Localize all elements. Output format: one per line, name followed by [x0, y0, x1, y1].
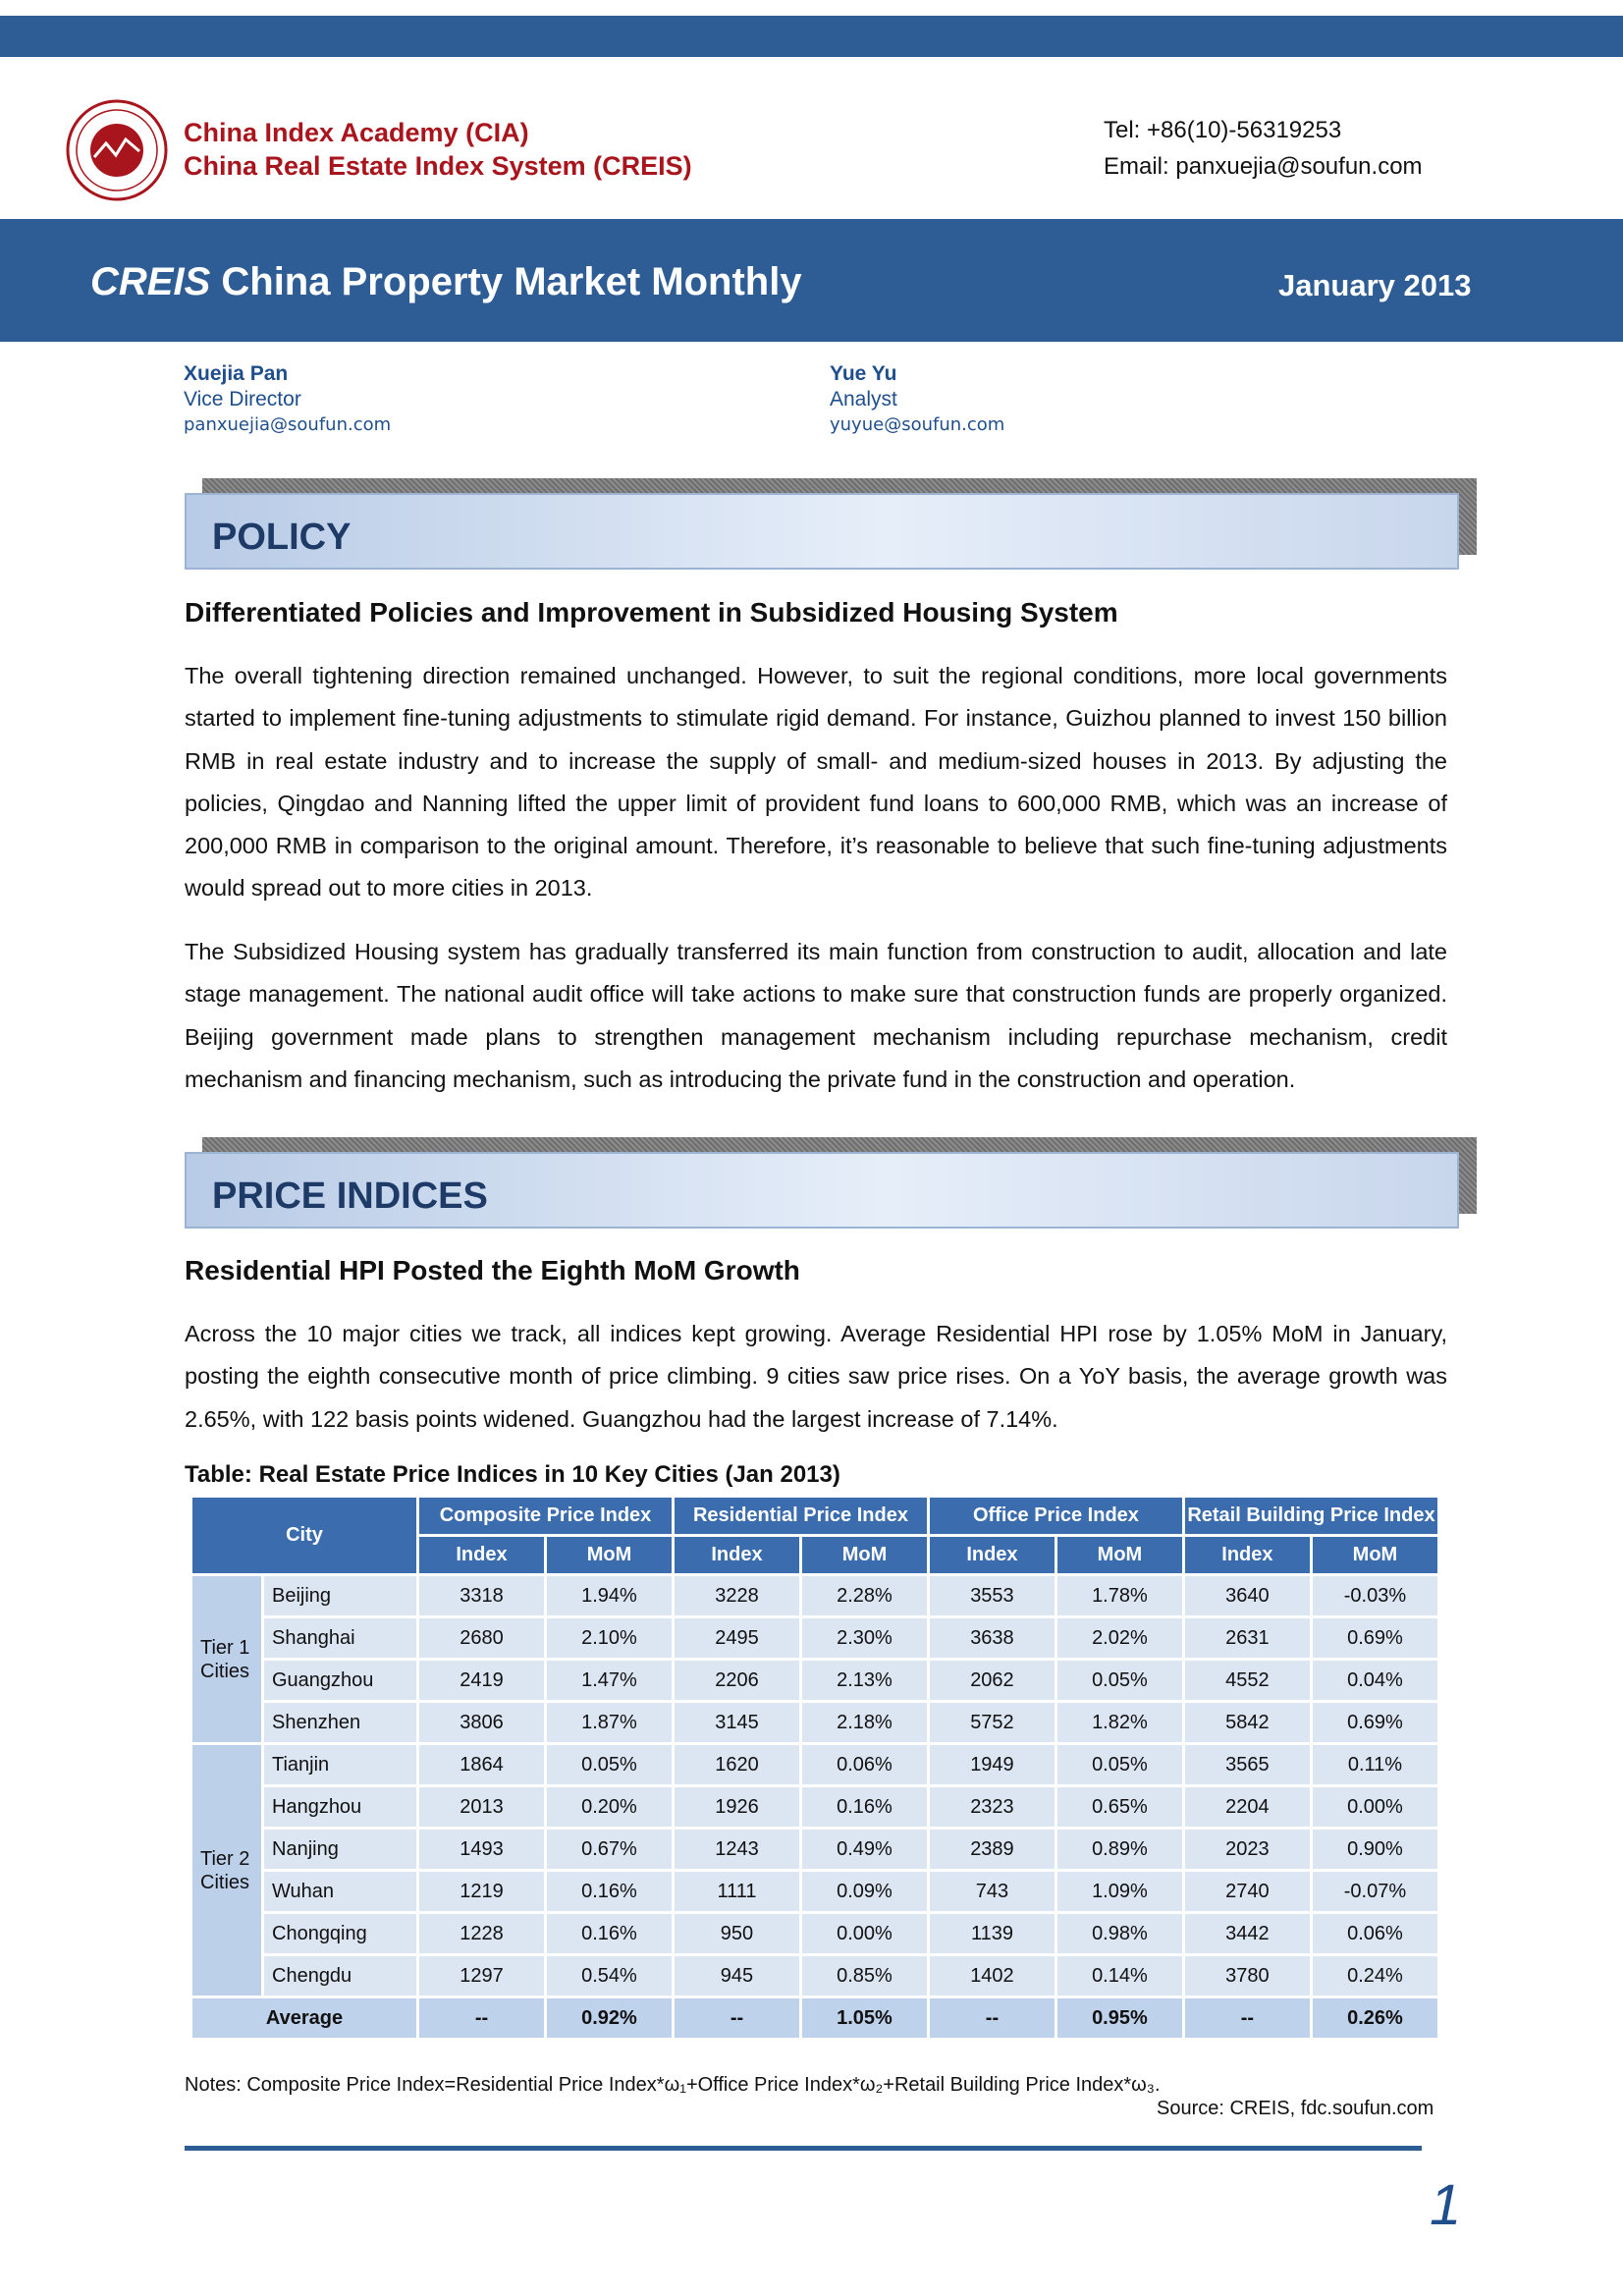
org-line-2: China Real Estate Index System (CREIS) [184, 151, 692, 181]
city-name: Chongqing [264, 1914, 416, 1953]
section-header-price-indices [185, 1152, 1459, 1229]
table-row [192, 1830, 1437, 1869]
cell: 2495 [675, 1618, 799, 1658]
average-row [192, 1998, 1437, 2038]
cell: 5842 [1185, 1703, 1310, 1742]
organization-names [184, 116, 692, 183]
cell: 743 [930, 1872, 1055, 1911]
author-name: Xuejia Pan [184, 362, 289, 385]
cell: 0.49% [802, 1830, 927, 1869]
cell: 945 [675, 1956, 799, 1995]
cell: 2.18% [802, 1703, 927, 1742]
table-notes: Notes: Composite Price Index=Residential Price Index*ω₁+Office Price Index*ω₂+Retail Building Price Index*ω₃. [185, 2074, 1161, 2096]
cell: 3553 [930, 1576, 1055, 1615]
cell: 950 [675, 1914, 799, 1953]
cell: 1926 [675, 1787, 799, 1827]
cell: 2.13% [802, 1661, 927, 1700]
col-header-index: Index [1185, 1537, 1310, 1573]
cell: 0.90% [1313, 1830, 1437, 1869]
city-name: Beijing [264, 1576, 416, 1615]
city-name: Tianjin [264, 1745, 416, 1784]
col-group-residential: Residential Price Index [675, 1498, 927, 1534]
tier-label: Tier 1 Cities [192, 1576, 261, 1742]
city-name: Guangzhou [264, 1661, 416, 1700]
report-date: January 2013 [1278, 268, 1472, 302]
cell: 3318 [419, 1576, 544, 1615]
cell: 0.92% [547, 1998, 672, 2038]
table-row [192, 1914, 1437, 1953]
cell: 0.16% [547, 1914, 672, 1953]
col-header-city: City [192, 1498, 416, 1573]
section-header-policy [185, 493, 1459, 570]
cell: 0.24% [1313, 1956, 1437, 1995]
col-header-mom: MoM [547, 1537, 672, 1573]
contact-email: Email: panxuejia@soufun.com [1104, 153, 1423, 180]
cell: 2023 [1185, 1830, 1310, 1869]
cell: 0.95% [1057, 1998, 1182, 2038]
cell: 2206 [675, 1661, 799, 1700]
table-row [192, 1703, 1437, 1742]
policy-heading: Differentiated Policies and Improvement in Subsidized Housing System [185, 597, 1118, 628]
cell: 1620 [675, 1745, 799, 1784]
cell: 3565 [1185, 1745, 1310, 1784]
cell: 3806 [419, 1703, 544, 1742]
cell: 0.05% [1057, 1745, 1182, 1784]
cell: -0.03% [1313, 1576, 1437, 1615]
contact-tel: Tel: +86(10)-56319253 [1104, 117, 1342, 143]
table-caption: Table: Real Estate Price Indices in 10 Key Cities (Jan 2013) [185, 1461, 840, 1488]
report-title [90, 260, 802, 304]
city-name: Shanghai [264, 1618, 416, 1658]
cell: 3780 [1185, 1956, 1310, 1995]
cell: 1864 [419, 1745, 544, 1784]
cell: 2631 [1185, 1618, 1310, 1658]
table-row [192, 1618, 1437, 1658]
policy-paragraph-1: The overall tightening direction remained unchanged. However, to suit the regional conditions, more local governments started to implement fine-tuning adjustments to stimulate rigid demand. For instance, Guizhou planned to invest 150 billion RMB in real estate industry and to increase the supply of small- and medium-sized houses in 2013. By adjusting the policies, Qingdao and Nanning lifted the upper limit of provident fund loans to 600,000 RMB, which was an increase of 200,000 RMB in comparison to the original amount. Therefore, it’s reasonable to believe that such fine-tuning adjustments would spread out to more cities in 2013. [185, 663, 1447, 902]
cell: 1.09% [1057, 1872, 1182, 1911]
tier-label: Tier 2 Cities [192, 1745, 261, 1995]
table-body [192, 1576, 1437, 2038]
cell: 1.94% [547, 1576, 672, 1615]
cell: 0.06% [802, 1745, 927, 1784]
cell: 1949 [930, 1745, 1055, 1784]
cell: 1402 [930, 1956, 1055, 1995]
cell: 0.05% [1057, 1661, 1182, 1700]
cell: 2680 [419, 1618, 544, 1658]
city-name: Wuhan [264, 1872, 416, 1911]
policy-paragraph-2: The Subsidized Housing system has gradually transferred its main function from construction to audit, allocation and late stage management. The national audit office will take actions to make sure that construction funds are properly organized. Beijing government made plans to strengthen management mechanism including repurchase mechanism, credit mechanism and financing mechanism, such as introducing the private fund in the construction and operation. [185, 939, 1447, 1092]
cell: 5752 [930, 1703, 1055, 1742]
table-row [192, 1872, 1437, 1911]
cell: 1139 [930, 1914, 1055, 1953]
cell: -- [930, 1998, 1055, 2038]
cia-logo-icon [65, 98, 169, 202]
price-heading: Residential HPI Posted the Eighth MoM Growth [185, 1255, 800, 1285]
cell: 2.10% [547, 1618, 672, 1658]
cell: 2.02% [1057, 1618, 1182, 1658]
cell: 0.16% [547, 1872, 672, 1911]
cell: 2.30% [802, 1618, 927, 1658]
table-row [192, 1745, 1437, 1784]
cell: 2.28% [802, 1576, 927, 1615]
page-number: 1 [1430, 2173, 1462, 2237]
cell: 0.69% [1313, 1618, 1437, 1658]
cell: 0.05% [547, 1745, 672, 1784]
cell: 2204 [1185, 1787, 1310, 1827]
col-header-mom: MoM [1313, 1537, 1437, 1573]
cell: 0.00% [1313, 1787, 1437, 1827]
table-row [192, 1576, 1437, 1615]
col-header-mom: MoM [802, 1537, 927, 1573]
cell: 0.26% [1313, 1998, 1437, 2038]
top-bar [0, 16, 1623, 57]
footer-rule [185, 2146, 1422, 2151]
cell: 0.04% [1313, 1661, 1437, 1700]
author-block-1 [184, 361, 391, 438]
author-email[interactable]: panxuejia@soufun.com [184, 414, 392, 435]
cell: 2389 [930, 1830, 1055, 1869]
author-block-2 [830, 361, 1004, 438]
cell: 2323 [930, 1787, 1055, 1827]
cell: 1297 [419, 1956, 544, 1995]
average-label: Average [192, 1998, 416, 2038]
cell: 3638 [930, 1618, 1055, 1658]
cell: 0.14% [1057, 1956, 1182, 1995]
author-role: Vice Director [184, 388, 301, 410]
cell: 2013 [419, 1787, 544, 1827]
author-name: Yue Yu [830, 362, 897, 385]
col-group-office: Office Price Index [930, 1498, 1182, 1534]
report-title-text: China Property Market Monthly [221, 260, 802, 303]
cell: -0.07% [1313, 1872, 1437, 1911]
cell: 0.89% [1057, 1830, 1182, 1869]
cell: 3640 [1185, 1576, 1310, 1615]
author-email[interactable]: yuyue@soufun.com [830, 414, 1005, 435]
table-row [192, 1661, 1437, 1700]
city-name: Chengdu [264, 1956, 416, 1995]
cell: 0.85% [802, 1956, 927, 1995]
col-header-mom: MoM [1057, 1537, 1182, 1573]
cell: 3228 [675, 1576, 799, 1615]
city-name: Shenzhen [264, 1703, 416, 1742]
price-paragraph: Across the 10 major cities we track, all indices kept growing. Average Residential HPI rose by 1.05% MoM in January, posting the eighth consecutive month of price climbing. 9 cities saw price rises. On a YoY basis, the average growth was 2.65%, with 122 basis points widened. Guangzhou had the largest increase of 7.14%. [185, 1321, 1447, 1432]
cell: 2740 [1185, 1872, 1310, 1911]
cell: 1111 [675, 1872, 799, 1911]
cell: -- [1185, 1998, 1310, 2038]
title-banner [0, 219, 1623, 342]
cell: 1.47% [547, 1661, 672, 1700]
cell: 0.16% [802, 1787, 927, 1827]
cell: 0.54% [547, 1956, 672, 1995]
cell: 1228 [419, 1914, 544, 1953]
cell: 0.20% [547, 1787, 672, 1827]
price-index-table [189, 1495, 1440, 2041]
cell: 1.78% [1057, 1576, 1182, 1615]
author-role: Analyst [830, 388, 897, 410]
cell: 1493 [419, 1830, 544, 1869]
cell: 1243 [675, 1830, 799, 1869]
cell: 3145 [675, 1703, 799, 1742]
org-line-1: China Index Academy (CIA) [184, 118, 529, 147]
section-title: PRICE INDICES [212, 1175, 488, 1217]
cell: 4552 [1185, 1661, 1310, 1700]
cell: 0.69% [1313, 1703, 1437, 1742]
col-header-index: Index [419, 1537, 544, 1573]
cell: 0.65% [1057, 1787, 1182, 1827]
table-source: Source: CREIS, fdc.soufun.com [1157, 2098, 1434, 2119]
cell: 2419 [419, 1661, 544, 1700]
city-name: Nanjing [264, 1830, 416, 1869]
col-group-composite: Composite Price Index [419, 1498, 672, 1534]
cell: 2062 [930, 1661, 1055, 1700]
cell: 1.05% [802, 1998, 927, 2038]
table-row [192, 1787, 1437, 1827]
cell: 0.09% [802, 1872, 927, 1911]
cell: 1.87% [547, 1703, 672, 1742]
col-header-index: Index [930, 1537, 1055, 1573]
city-name: Hangzhou [264, 1787, 416, 1827]
cell: 1.82% [1057, 1703, 1182, 1742]
contact-info [1104, 112, 1423, 185]
cell: 0.98% [1057, 1914, 1182, 1953]
cell: 0.67% [547, 1830, 672, 1869]
table-row [192, 1956, 1437, 1995]
col-group-retail: Retail Building Price Index [1185, 1498, 1437, 1534]
cell: 1219 [419, 1872, 544, 1911]
col-header-index: Index [675, 1537, 799, 1573]
cell: -- [675, 1998, 799, 2038]
report-brand: CREIS [90, 260, 211, 303]
cell: 3442 [1185, 1914, 1310, 1953]
cell: 0.00% [802, 1914, 927, 1953]
cell: 0.11% [1313, 1745, 1437, 1784]
cell: -- [419, 1998, 544, 2038]
cell: 0.06% [1313, 1914, 1437, 1953]
section-title: POLICY [212, 517, 352, 558]
